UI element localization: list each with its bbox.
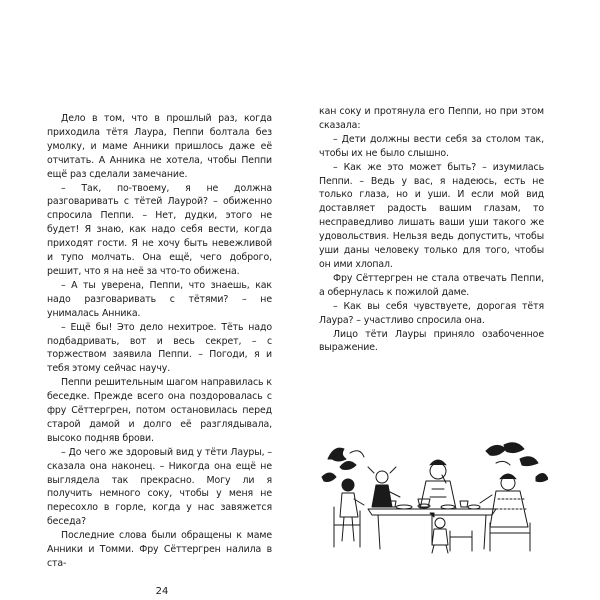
paragraph: – Ещё бы! Это дело нехитрое. Тёть надо подбадривать, вот и весь секрет, – с торжеством заявила Пеппи. – Погоди, я и тебя этому сейчас научу.: [47, 321, 272, 375]
paragraph: – До чего же здоровый вид у тёти Лауры, – сказала она наконец. – Никогда она ещё не выглядела так прекрасно. Могу ли я получить немного соку, чтобы у меня не пересохло в горле, когда у нас завяжется беседа?: [47, 446, 272, 528]
paragraph: Фру Сёттергрен не стала отвечать Пеппи, а обернулась к пожилой даме.: [319, 272, 544, 298]
table-setting: [390, 499, 480, 509]
paragraph: Лицо тёти Лауры приняло озабоченное выражение.: [319, 328, 544, 354]
paragraph: кан соку и протянула его Пеппи, но при этом сказала:: [319, 106, 544, 131]
right-text-column: [319, 105, 544, 355]
paragraph: Дело в том, что в прошлый раз, когда приходила тётя Лаура, Пеппи болтала без умолку, и маме Анники пришлось даже её отчитать. А Анника не хотела, чтобы Пеппи ещё раз сделали замечание.: [47, 113, 272, 180]
left-text-column: [47, 112, 272, 571]
paragraph: – А ты уверена, Пеппи, что знаешь, как надо разговаривать с тётями? – не унималась Анника.: [47, 279, 272, 319]
paragraph: – Как вы себя чувствуете, дорогая тётя Лаура? – участливо спросила она.: [319, 300, 544, 326]
paragraph: Пеппи решительным шагом направилась к беседке. Прежде всего она поздоровалась с фру Сёттергрен, потом остановилась перед старой дамой и долго её разглядывала, высоко подняв брови.: [47, 377, 272, 444]
lady-figure: [420, 460, 456, 509]
tea-party-illustration: [320, 437, 548, 555]
aunt-laura-figure: [480, 474, 528, 527]
paragraph: – Как же это может быть? – изумилась Пеппи. – Ведь у вас, я надеюсь, есть не только глаза, но и уши. И если мой вид доставляет радость вашим глазам, то несправедливо лишать ваши уши такого же удовольствия. Нельзя ведь допустить, чтобы уши даны человеку только для того, чтобы он ими хлопал.: [319, 161, 544, 270]
paragraph: Последние слова были обращены к маме Анники и Томми. Фру Сёттергрен налила в ста-: [47, 530, 272, 569]
page-number: 24: [155, 586, 169, 597]
paragraph: – Дети должны вести себя за столом так, чтобы их не было слышно.: [319, 133, 544, 159]
paragraph: – Так, по-твоему, я не должна разговаривать с тётей Лаурой? – обиженно спросила Пеппи. – Нет, дудки, этого не будет! Я знаю, как надо себя вести, когда приходят гости. Я не хочу быть невежливой и тупо молчать. Она ещё, чего доброго, решит, что я на неё за что-то обижена.: [47, 182, 272, 277]
child-figure-front: [430, 513, 448, 553]
